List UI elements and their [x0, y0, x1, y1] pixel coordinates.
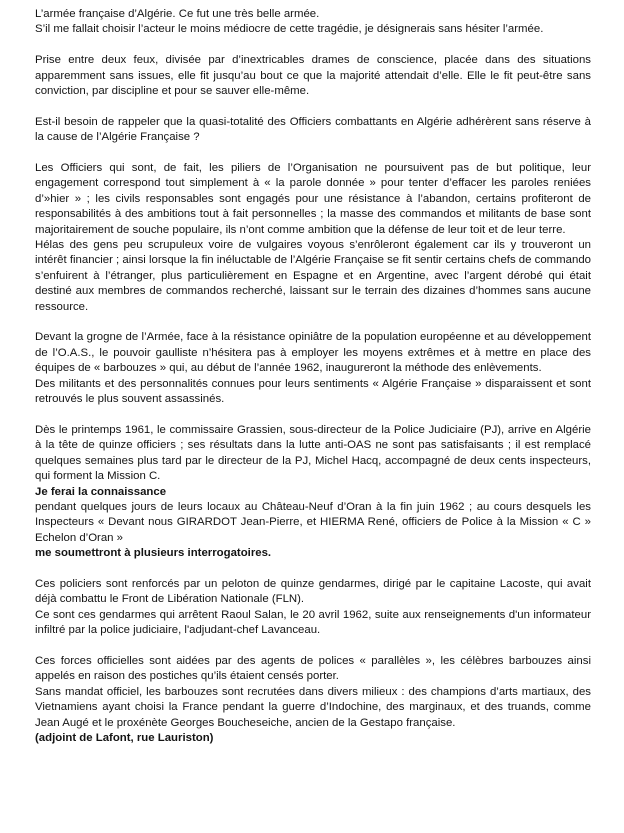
paragraph-gendarmes: Ces policiers sont renforcés par un peloton de quinze gendarmes, dirigé par le capitaine Lacoste, qui avait déjà combattu le Front de Libération Nationale (FLN).: [35, 577, 591, 606]
paragraph-barbouzes-intro: Devant la grogne de l’Armée, face à la résistance opiniâtre de la population européenne et au développement de l’O.A.S., le pouvoir gaulliste n’hésitera pas à employer les moyens extrêmes et à mettre en place des équipes de « barbouzes » qui, au début de l’année 1962, inaugureront la méthode des enlèvements.: [35, 331, 591, 375]
paragraph-parallel-police: Ces forces officielles sont aidées par des agents de polices « parallèles », les célèbres barbouzes ainsi appelés en raison des postiches qu’ils étaient censés porter.: [35, 654, 591, 683]
paragraph-officers-organisation: Les Officiers qui sont, de fait, les piliers de l’Organisation ne poursuivent pas de but politique, leur engagement correspond tout simplement à « la parole donnée » pour tenter d’effacer les paroles reniées d’»hier » ; les civils responsables sont engagés pour une résistance à l’abandon, certains profiteront de responsabilités à des ambitions tout à fait personnelles ; la masse des commandos et militants de base sont majoritairement de souche populaire, ils n’ont comme ambition que la défense de leur toit et de leur terre.: [35, 162, 591, 236]
text-line: L’armée française d’Algérie. Ce fut une très belle armée.: [35, 8, 320, 20]
paragraph-gap: [35, 408, 591, 423]
paragraph-officers-question: Est-il besoin de rappeler que la quasi-totalité des Officiers combattants en Algérie adhérèrent sans réserve à la cause de l’Algérie Française ?: [35, 115, 591, 144]
paragraph-gap: [35, 562, 591, 577]
bold-text: (adjoint de Lafont, rue Lauriston): [35, 731, 214, 744]
body-text: pendant quelques jours de leurs locaux au Château-Neuf d’Oran à la fin juin 1962 ; au cours desquels les Inspecteurs « Devant nous GIRARDOT Jean-Pierre, et HIERMA René, officiers de Police à la Mission « C » Echelon d’Oran »: [35, 500, 591, 544]
paragraph-between-two-fires: Prise entre deux feux, divisée par d’inextricables drames de conscience, placée dans des situations apparemment sans issues, elle fit jusqu’au bout ce que la majorité attendait d’elle. Elle le fit peut-être sans conviction, par discipline et pour se sauver elle-même.: [35, 54, 591, 98]
paragraph-interrogations: [35, 485, 591, 562]
paragraph-unscrupulous: Hélas des gens peu scrupuleux voire de vulgaires voyous s’enrôleront également car ils y trouveront un intérêt financier ; ainsi lorsque la fin inéluctable de l’Algérie Française se fit sentir certains chefs de commando s’enfuirent à l’étranger, plus particulièrement en Espagne et en Argentine, avec l’argent dérobé qui était destiné aux membres de commandos recherché, laissant sur le terrain des dizaines d’hommes sans aucune ressource.: [35, 239, 591, 313]
text-line: S’il me fallait choisir l’acteur le moins médiocre de cette tragédie, je désignerais sans hésiter l’armée.: [35, 23, 544, 36]
paragraph-recruitment: [35, 685, 591, 747]
paragraph-salan-arrest: Ce sont ces gendarmes qui arrêtent Raoul Salan, le 20 avril 1962, suite aux renseignements d'un informateur infiltré par la police judiciaire, l'adjudant-chef Lavanceau.: [35, 608, 591, 637]
paragraph-gap: [35, 146, 591, 161]
bold-text: Je ferai la connaissance: [35, 485, 167, 498]
paragraph-gap: [35, 99, 591, 114]
paragraph-grassien: Dès le printemps 1961, le commissaire Grassien, sous-directeur de la Police Judiciaire (PJ), arrive en Algérie à la tête de quinze officiers ; ses résultats dans la lutte anti-OAS ne sont pas satisfaisants ; il est remplacé quelques semaines plus tard par le directeur de la PJ, Michel Hacq, accompagné de deux cents inspecteurs, qui forment la Mission C.: [35, 423, 591, 483]
body-text: Sans mandat officiel, les barbouzes sont recrutées dans divers milieux : des champions d’arts martiaux, des Vietnamiens ayant choisi la France pendant la guerre d’Indochine, des marginaux, et des truands, comme Jean Augé et le proxénète Georges Boucheseiche, ancien de la Gestapo française.: [35, 685, 591, 729]
paragraph-gap: [35, 639, 591, 654]
bold-text: me soumettront à plusieurs interrogatoires.: [35, 547, 272, 560]
paragraph-army-intro: [35, 7, 591, 38]
paragraph-gap: [35, 38, 591, 53]
paragraph-gap: [35, 315, 591, 330]
paragraph-militants-disappear: Des militants et des personnalités connues pour leurs sentiments « Algérie Française » disparaissent et sont retrouvés le plus souvent assassinés.: [35, 377, 591, 406]
